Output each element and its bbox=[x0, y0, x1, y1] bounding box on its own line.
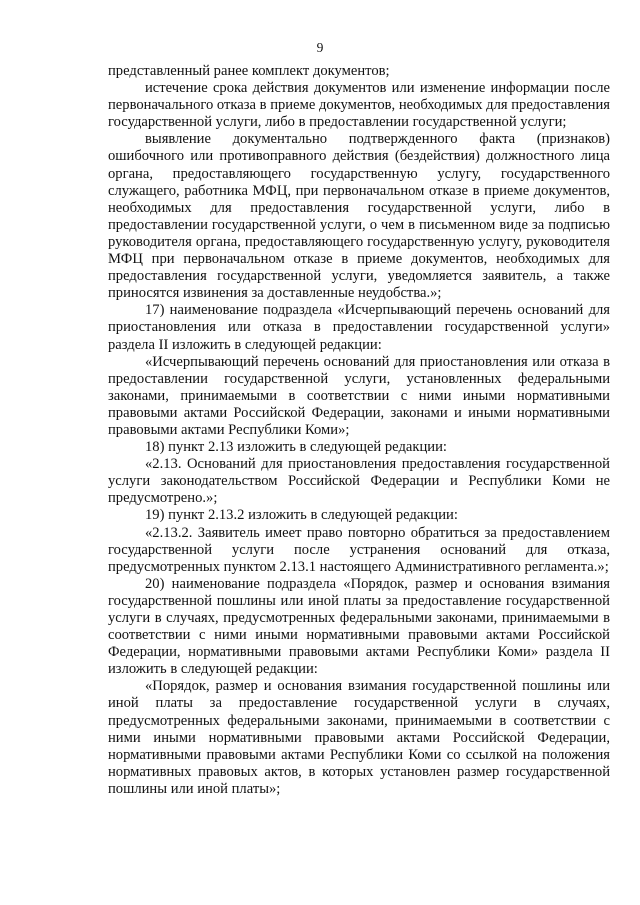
paragraph-3: выявление документально подтвержденного факта (признаков) ошибочного или противоправного действия (бездействия) должностного лица органа, предоставляющего государственную услугу, государственного служащего, работника МФЦ, при первоначальном отказе в приеме документов, необходимых для предоставления государственной услуги, либо в предоставлении государственной услуги, о чем в письменном виде за подписью руководителя органа, предоставляющего государственную услугу, руководителя МФЦ при первоначальном отказе в приеме документов, необходимых для предоставления государственной услуги, уведомляется заявитель, а также приносятся извинения за доставленные неудобства.»; bbox=[108, 131, 610, 302]
paragraph-9: «2.13.2. Заявитель имеет право повторно обратиться за предоставлением государственной услуги после устранения оснований для отказа, предусмотренных пунктом 2.13.1 настоящего Административного регламента.»; bbox=[108, 524, 610, 575]
paragraph-4: 17) наименование подраздела «Исчерпывающий перечень оснований для приостановления или отказа в предоставлении государственной услуги» раздела II изложить в следующей редакции: bbox=[108, 302, 610, 353]
paragraph-1: представленный ранее комплект документов; bbox=[108, 63, 390, 79]
paragraph-7: «2.13. Оснований для приостановления предоставления государственной услуги законодательством Российской Федерации и Республики Коми не предусмотрено.»; bbox=[108, 456, 610, 507]
paragraph-2: истечение срока действия документов или изменение информации после первоначального отказа в приеме документов, необходимых для предоставления государственной услуги, либо в предоставлении государственной услуги; bbox=[108, 80, 610, 131]
paragraph-10: 20) наименование подраздела «Порядок, размер и основания взимания государственной пошлины или иной платы за предоставление государственной услуги в случаях, предусмотренных федеральными законами, принимаемыми в соответствии с ними иными нормативными правовыми актами Российской Федерации, нормативными правовыми актами Республики Коми» раздела II изложить в следующей редакции: bbox=[108, 575, 610, 678]
paragraph-11: «Порядок, размер и основания взимания государственной пошлины или иной платы за предоставление государственной услуги в случаях, предусмотренных федеральными законами, принимаемыми в соответствии с ними иными нормативными правовыми актами Российской Федерации, нормативными правовыми актами Республики Коми со ссылкой на положения нормативных правовых актов, в которых установлен размер государственной пошлины или иной платы»; bbox=[108, 678, 610, 797]
paragraph-8: 19) пункт 2.13.2 изложить в следующей редакции: bbox=[145, 507, 458, 524]
paragraph-5: «Исчерпывающий перечень оснований для приостановления или отказа в предоставлении государственной услуги, установленных федеральными законами, принимаемыми в соответствии с ними иными нормативными правовыми актами Российской Федерации, законами и иными нормативными правовыми актами Республики Коми»; bbox=[108, 353, 610, 438]
paragraph-6: 18) пункт 2.13 изложить в следующей редакции: bbox=[145, 439, 447, 456]
page-number: 9 bbox=[316, 40, 324, 55]
document-body bbox=[108, 63, 610, 798]
